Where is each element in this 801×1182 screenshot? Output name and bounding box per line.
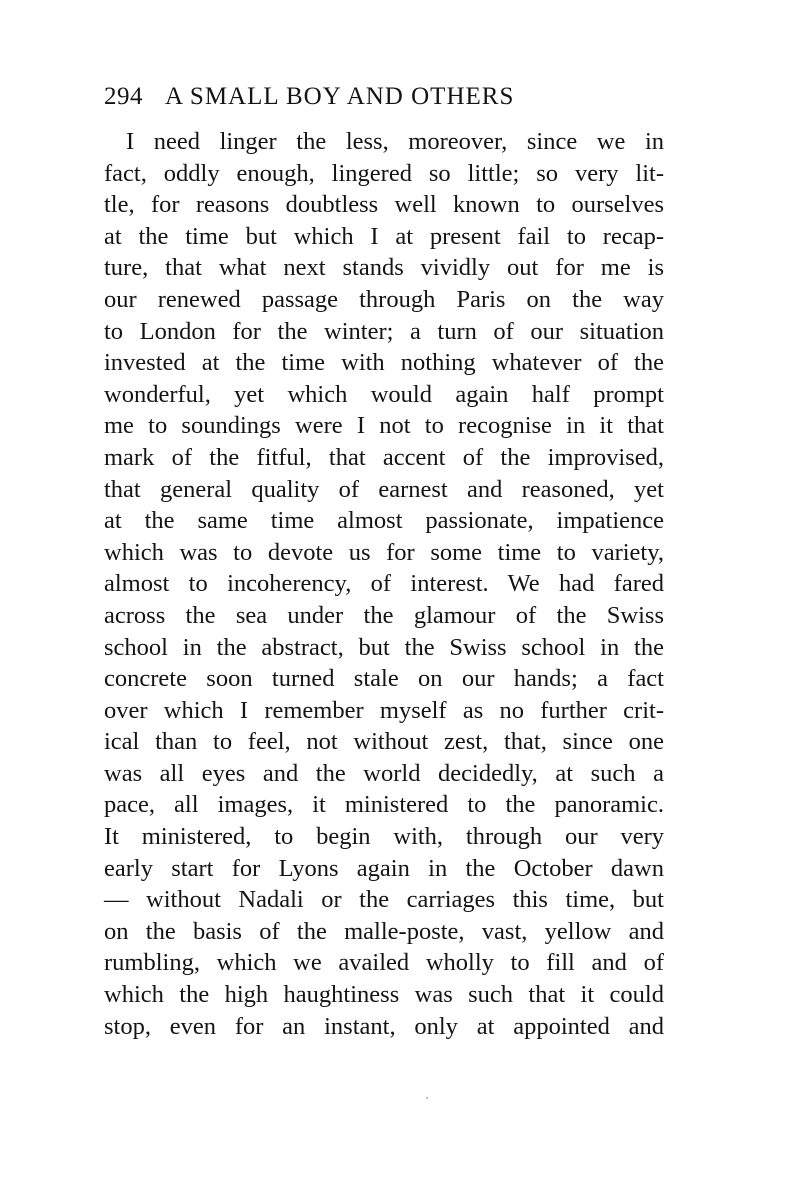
- text-line: school in the abstract, but the Swiss school in the: [104, 633, 664, 661]
- text-line: our renewed passage through Paris on the way: [104, 285, 664, 313]
- text-line: ture, that what next stands vividly out for me is: [104, 254, 664, 282]
- running-head: [104, 82, 664, 112]
- page-number: 294: [104, 83, 143, 110]
- text-line: across the sea under the glamour of the Swiss: [104, 601, 664, 629]
- text-line: I need linger the less, moreover, since we in: [126, 128, 664, 155]
- text-line: mark of the fitful, that accent of the improvised,: [104, 443, 664, 471]
- text-line: that general quality of earnest and reasoned, yet: [104, 475, 664, 503]
- text-line: stop, even for an instant, only at appointed and: [104, 1012, 664, 1040]
- text-line: invested at the time with nothing whatever of the: [104, 349, 664, 377]
- text-line: which was to devote us for some time to variety,: [104, 538, 664, 566]
- running-title: A SMALL BOY AND OTHERS: [165, 83, 515, 110]
- text-line: which the high haughtiness was such that it could: [104, 981, 664, 1009]
- text-line: — without Nadali or the carriages this time, but: [104, 886, 664, 914]
- text-line: rumbling, which we availed wholly to fill and of: [104, 949, 664, 977]
- text-line: fact, oddly enough, lingered so little; so very lit-: [104, 159, 664, 187]
- text-line: concrete soon turned stale on our hands; a fact: [104, 665, 664, 693]
- text-line: early start for Lyons again in the October dawn: [104, 854, 664, 882]
- text-line: on the basis of the malle-poste, vast, yellow and: [104, 917, 664, 945]
- scan-speck: [426, 1097, 428, 1099]
- text-line: pace, all images, it ministered to the panoramic.: [104, 791, 664, 819]
- text-line: was all eyes and the world decidedly, at such a: [104, 759, 664, 787]
- text-line: wonderful, yet which would again half prompt: [104, 380, 664, 408]
- body-paragraph: [104, 126, 664, 1042]
- text-line: at the same time almost passionate, impatience: [104, 507, 664, 535]
- text-line: me to soundings were I not to recognise in it that: [104, 412, 664, 440]
- text-line: tle, for reasons doubtless well known to ourselves: [104, 191, 664, 219]
- text-line: to London for the winter; a turn of our situation: [104, 317, 664, 345]
- text-line: ical than to feel, not without zest, that, since one: [104, 728, 664, 756]
- text-line: It ministered, to begin with, through our very: [104, 823, 664, 851]
- text-line: over which I remember myself as no further crit-: [104, 696, 664, 724]
- text-line: almost to incoherency, of interest. We had fared: [104, 570, 664, 598]
- text-line: at the time but which I at present fail to recap-: [104, 222, 664, 250]
